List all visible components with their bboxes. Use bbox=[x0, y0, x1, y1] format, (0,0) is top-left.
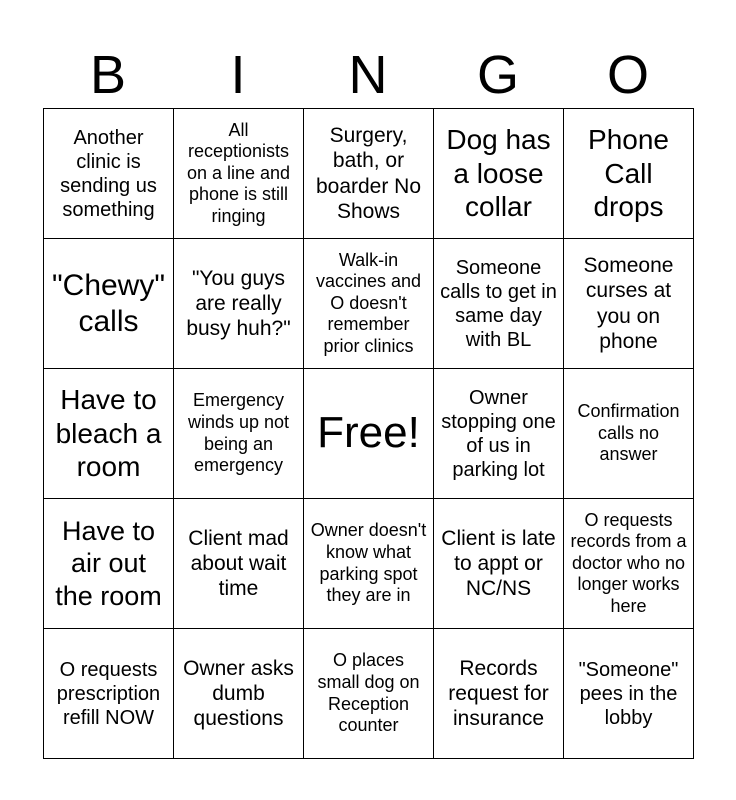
header-letter-i: I bbox=[230, 45, 246, 105]
bingo-cell[interactable]: Surgery, bath, or boarder No Shows bbox=[304, 109, 434, 239]
bingo-cell[interactable]: Records request for insurance bbox=[434, 629, 564, 759]
bingo-cell[interactable]: "You guys are really busy huh?" bbox=[174, 239, 304, 369]
bingo-cell[interactable]: "Someone" pees in the lobby bbox=[564, 629, 694, 759]
bingo-cell[interactable]: Dog has a loose collar bbox=[434, 109, 564, 239]
bingo-cell[interactable]: Phone Call drops bbox=[564, 109, 694, 239]
bingo-cell[interactable]: Someone calls to get in same day with BL bbox=[434, 239, 564, 369]
header-letter-b: B bbox=[89, 45, 127, 105]
header-letter-n: N bbox=[348, 45, 388, 105]
bingo-cell[interactable]: All receptionists on a line and phone is still ringing bbox=[174, 109, 304, 239]
bingo-cell[interactable]: Client is late to appt or NC/NS bbox=[434, 499, 564, 629]
card-row bbox=[44, 239, 694, 369]
bingo-cell[interactable]: Owner stopping one of us in parking lot bbox=[434, 369, 564, 499]
bingo-cell[interactable]: Have to air out the room bbox=[44, 499, 174, 629]
bingo-cell[interactable]: O requests records from a doctor who no longer works here bbox=[564, 499, 694, 629]
bingo-cell[interactable]: Walk-in vaccines and O doesn't remember prior clinics bbox=[304, 239, 434, 369]
bingo-card-grid bbox=[43, 108, 694, 759]
card-row bbox=[44, 629, 694, 759]
bingo-cell[interactable]: Confirmation calls no answer bbox=[564, 369, 694, 499]
bingo-cell[interactable]: Owner asks dumb questions bbox=[174, 629, 304, 759]
bingo-cell[interactable]: Another clinic is sending us something bbox=[44, 109, 174, 239]
bingo-cell[interactable]: O places small dog on Reception counter bbox=[304, 629, 434, 759]
bingo-header bbox=[43, 44, 693, 106]
card-row bbox=[44, 369, 694, 499]
bingo-cell[interactable]: Client mad about wait time bbox=[174, 499, 304, 629]
card-row bbox=[44, 109, 694, 239]
bingo-cell[interactable]: Someone curses at you on phone bbox=[564, 239, 694, 369]
bingo-cell[interactable]: Have to bleach a room bbox=[44, 369, 174, 499]
header-letter-g: G bbox=[476, 45, 519, 105]
free-space-cell[interactable]: Free! bbox=[304, 369, 434, 499]
bingo-cell[interactable]: Emergency winds up not being an emergency bbox=[174, 369, 304, 499]
card-row bbox=[44, 499, 694, 629]
bingo-cell[interactable]: O requests prescription refill NOW bbox=[44, 629, 174, 759]
header-letter-o: O bbox=[606, 45, 649, 105]
bingo-cell[interactable]: "Chewy" calls bbox=[44, 239, 174, 369]
bingo-cell[interactable]: Owner doesn't know what parking spot they are in bbox=[304, 499, 434, 629]
